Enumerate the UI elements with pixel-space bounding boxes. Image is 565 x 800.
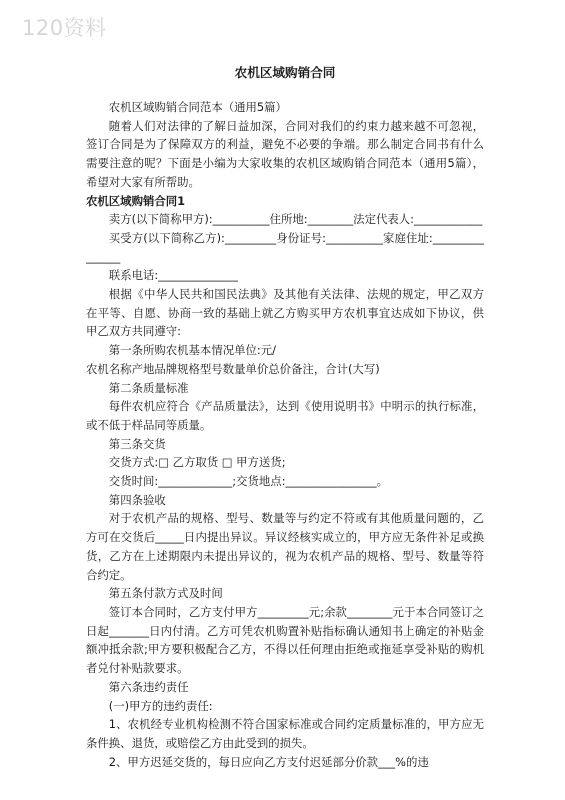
document-title: 农机区域购销合同 [234, 65, 336, 80]
paragraph: 买受方(以下简称乙方):_________身份证号:__________家庭住址:_______________ [86, 230, 484, 264]
paragraph: 农机名称产地品牌规格型号数量单价总价备注，合计(大写) [86, 361, 380, 376]
paragraph: 2、甲方迟延交货的，每日应向乙方支付迟延部分价款___%的违 [108, 754, 429, 769]
section-heading: 农机区域购销合同1 [86, 193, 186, 208]
paragraph: 第一条所购农机基本情况单位:元/ [108, 343, 276, 358]
paragraph: 第三条交货 [108, 436, 166, 451]
paragraph: 农机区域购销合同范本（通用5篇） [108, 100, 287, 114]
paragraph: 交货方式:□ 乙方取货 □ 甲方送货; [108, 455, 286, 470]
paragraph: 第五条付款方式及时间 [108, 586, 223, 601]
paragraph: 随着人们对法律的了解日益加深，合同对我们的约束力越来越不可忽视，签订合同是为了保障双方的利益，避免不必要的争端。那么制定合同书有什么需要注意的呢？下面是小编为大家收集的农机区域购销合同范本（通用5篇），希望对大家有所帮助。 [86, 118, 484, 189]
watermark-text: 120资料 [22, 16, 107, 40]
paragraph: 根据《中华人民共和国民法典》及其他有关法律、法规的规定，甲乙双方在平等、自愿、协商一致的基础上就乙方购买甲方农机事宜达成如下协议，供甲乙双方共同遵守: [86, 287, 484, 339]
document-body [86, 98, 484, 771]
paragraph: 1、农机经专业机构检测不符合国家标准或合同约定质量标准的，甲方应无条件换、退货，或赔偿乙方由此受到的损失。 [86, 717, 484, 750]
paragraph: (一)甲方的违约责任: [108, 698, 213, 713]
paragraph: 签订本合同时，乙方支付甲方_________元;余款________元于本合同签订之日起_______日内付清。乙方可凭农机购置补贴指标确认通知书上确定的补贴金额冲抵余款;甲方要积极配合乙方，不得以任何理由拒绝或拖延享受补贴的购机者兑付补贴款要求。 [86, 604, 484, 676]
paragraph: 第六条违约责任 [108, 679, 189, 694]
paragraph: 第二条质量标准 [108, 380, 189, 395]
paragraph: 每件农机应符合《产品质量法》，达到《使用说明书》中明示的执行标准，或不低于样品同等质量。 [86, 399, 484, 432]
paragraph: 联系电话:______________ [108, 268, 238, 283]
paragraph: 第四条验收 [108, 492, 166, 507]
paragraph: 对于农机产品的规格、型号、数量等与约定不符或有其他质量问题的，乙方可在交货后_____日内提出异议。异议经核实成立的，甲方应无条件补足或换货，乙方在上述期限内未提出异议的，视为农机产品的规格、型号、数量等符合约定。 [86, 511, 484, 582]
paragraph: 交货时间:_____________;交货地点:________________。 [108, 474, 388, 489]
paragraph: 卖方(以下简称甲方):__________住所地:________法定代表人:____________ [108, 212, 483, 227]
